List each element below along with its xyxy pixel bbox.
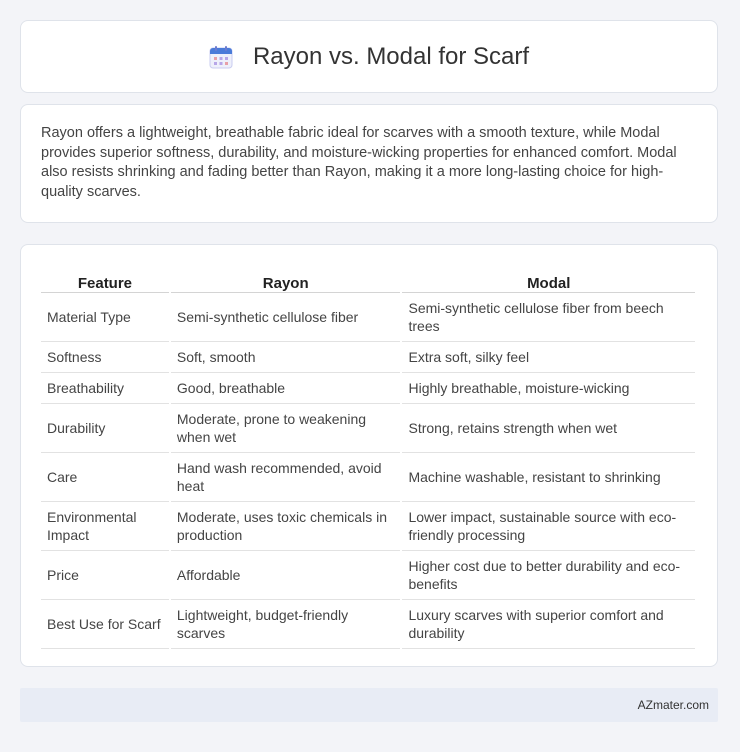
feature-cell: Care <box>41 453 169 502</box>
modal-cell: Semi-synthetic cellulose fiber from beech trees <box>402 293 695 342</box>
rayon-cell: Affordable <box>171 551 401 600</box>
modal-cell: Strong, retains strength when wet <box>402 404 695 453</box>
calendar-icon <box>209 45 233 69</box>
table-row <box>41 600 695 649</box>
footer-site-link[interactable]: AZmater.com <box>637 698 709 712</box>
feature-cell: Breathability <box>41 373 169 404</box>
feature-cell: Environmental Impact <box>41 502 169 551</box>
modal-cell: Highly breathable, moisture-wicking <box>402 373 695 404</box>
table-header-row <box>41 265 695 293</box>
modal-cell: Machine washable, resistant to shrinking <box>402 453 695 502</box>
page-title: Rayon vs. Modal for Scarf <box>252 42 530 70</box>
intro-paragraph: Rayon offers a lightweight, breathable fabric ideal for scarves with a smooth texture, while Modal provides superior softness, durability, and moisture-wicking properties for enhanced comfort. Modal also resists shrinking and fading better than Rayon, making it a more long-lasting choice for high-quality scarves. <box>41 125 677 200</box>
modal-cell: Luxury scarves with superior comfort and durability <box>402 600 695 649</box>
column-header-modal: Modal <box>402 265 695 293</box>
feature-cell: Material Type <box>41 293 169 342</box>
column-header-feature: Feature <box>41 265 169 293</box>
feature-cell: Softness <box>41 342 169 373</box>
table-row <box>41 551 695 600</box>
rayon-cell: Hand wash recommended, avoid heat <box>171 453 401 502</box>
feature-cell: Durability <box>41 404 169 453</box>
modal-cell: Lower impact, sustainable source with eco-friendly processing <box>402 502 695 551</box>
rayon-cell: Moderate, prone to weakening when wet <box>171 404 401 453</box>
table-row <box>41 373 695 404</box>
modal-cell: Extra soft, silky feel <box>402 342 695 373</box>
feature-cell: Price <box>41 551 169 600</box>
title-card <box>20 20 718 93</box>
feature-cell: Best Use for Scarf <box>41 600 169 649</box>
intro-card <box>20 104 718 223</box>
footer <box>20 688 718 722</box>
table-row <box>41 404 695 453</box>
column-header-rayon: Rayon <box>171 265 401 293</box>
table-row <box>41 453 695 502</box>
comparison-card <box>20 244 718 667</box>
rayon-cell: Soft, smooth <box>171 342 401 373</box>
table-row <box>41 293 695 342</box>
table-row <box>41 502 695 551</box>
comparison-table <box>39 265 697 649</box>
modal-cell: Higher cost due to better durability and eco-benefits <box>402 551 695 600</box>
table-row <box>41 342 695 373</box>
rayon-cell: Good, breathable <box>171 373 401 404</box>
title-wrap <box>209 43 529 71</box>
rayon-cell: Lightweight, budget-friendly scarves <box>171 600 401 649</box>
rayon-cell: Semi-synthetic cellulose fiber <box>171 293 401 342</box>
rayon-cell: Moderate, uses toxic chemicals in production <box>171 502 401 551</box>
